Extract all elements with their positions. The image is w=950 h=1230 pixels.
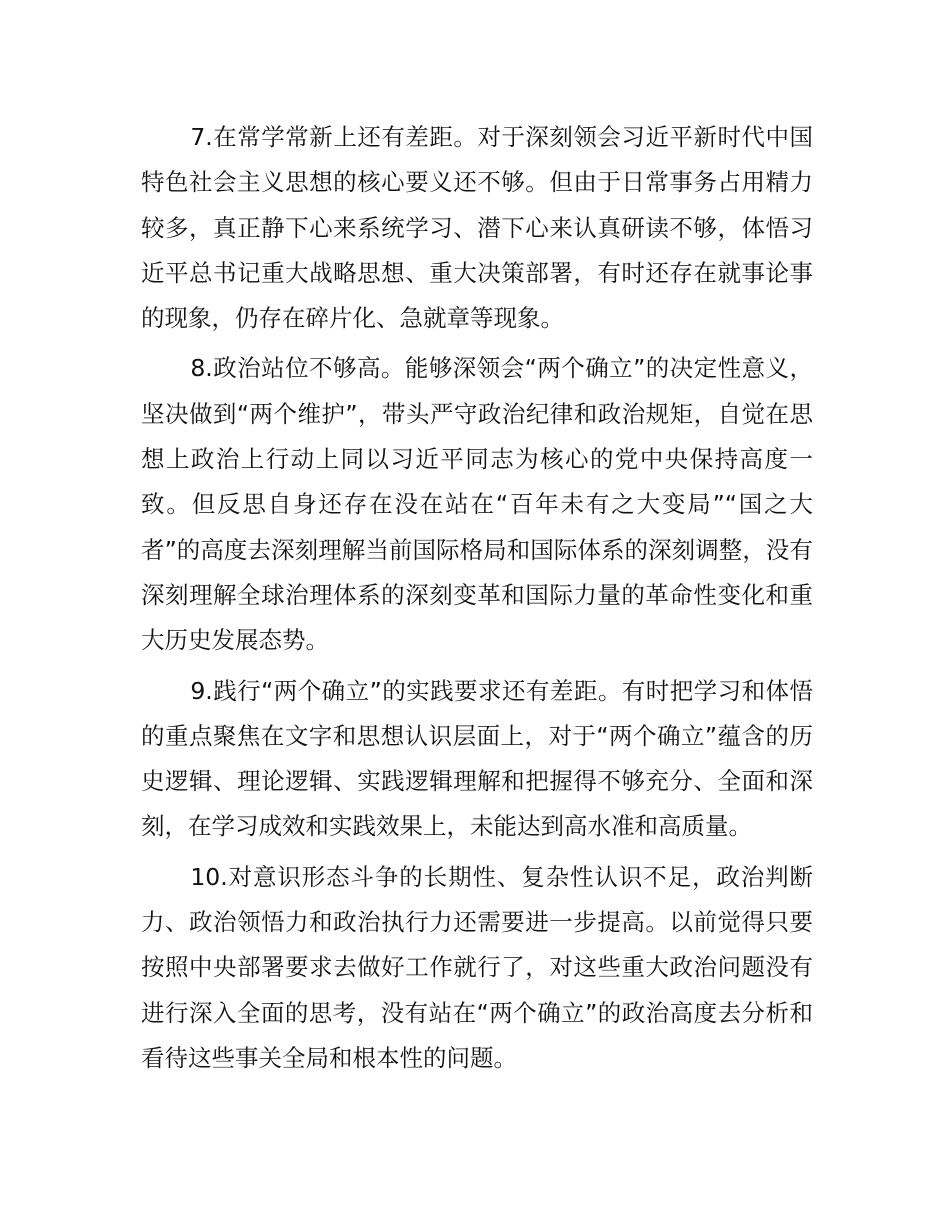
paragraph-8: 8.政治站位不够高。能够深领会“两个确立”的决定性意义，坚决做到“两个维护”，带头严守政治纪律和政治规矩，自觉在思想上政治上行动上同以习近平同志为核心的党中央保持高度一致。但反思自身还存在没在站在“百年未有之大变局”“国之大者”的高度去深刻理解当前国际格局和国际体系的深刻调整，没有深刻理解全球治理体系的深刻变革和国际力量的革命性变化和重大历史发展态势。 xyxy=(141,354,813,655)
paragraph-7: 7.在常学常新上还有差距。对于深刻领会习近平新时代中国特色社会主义思想的核心要义还不够。但由于日常事务占用精力较多，真正静下心来系统学习、潜下心来认真研读不够，体悟习近平总书记重大战略思想、重大决策部署，有时还存在就事论事的现象，仍存在碎片化、急就章等现象。 xyxy=(141,123,813,333)
paragraph-9: 9.践行“两个确立”的实践要求还有差距。有时把学习和体悟的重点聚焦在文字和思想认识层面上，对于“两个确立”蕴含的历史逻辑、理论逻辑、实践逻辑理解和把握得不够充分、全面和深刻，在学习成效和实践效果上，未能达到高水准和高质量。 xyxy=(141,676,813,841)
paragraph-10: 10.对意识形态斗争的长期性、复杂性认识不足，政治判断力、政治领悟力和政治执行力还需要进一步提高。以前觉得只要按照中央部署要求去做好工作就行了，对这些重大政治问题没有进行深入全面的思考，没有站在“两个确立”的政治高度去分析和看待这些事关全局和根本性的问题。 xyxy=(141,862,813,1072)
document-body xyxy=(141,115,813,1086)
